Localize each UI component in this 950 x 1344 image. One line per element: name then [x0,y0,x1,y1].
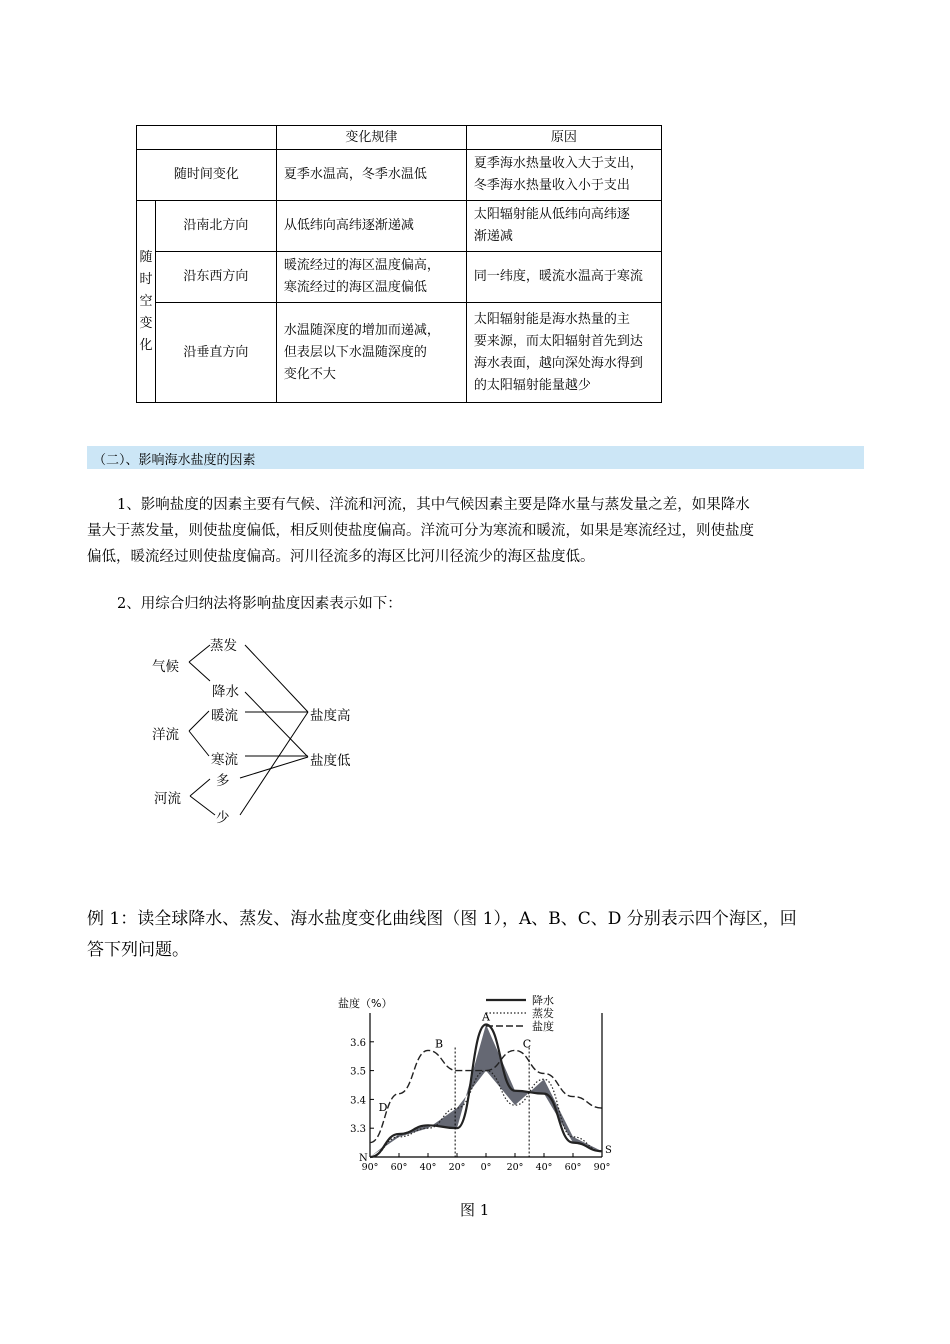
river-bracket [190,779,215,815]
example-line1: 例 1：读全球降水、蒸发、海水盐度变化曲线图（图 1），A、B、C、D 分别表示四个海区，回 [87,909,797,929]
row-vertical-rule-line3: 变化不大 [283,366,336,382]
row-label-vertical: 沿垂直方向 [156,303,277,403]
link-less-high [240,712,308,815]
group-char: 时 [139,271,153,287]
row-time-reason [466,150,661,201]
example-line2: 答下列问题。 [87,940,189,960]
row-vertical-reason-line4: 的太阳辐射能量越少 [473,377,591,393]
row-vertical-reason [466,303,661,403]
point-label-A: A [482,1010,490,1024]
row-label-time: 随时间变化 [137,150,277,201]
point-label-C: C [522,1037,532,1051]
paragraph-1-line1: 1、影响盐度的因素主要有气候、洋流和河流，其中气候因素主要是降水量与蒸发量之差，如果降水 [117,497,750,513]
diagram-river: 河流 [154,791,181,807]
row-vertical-reason-line1: 太阳辐射能是海水热量的主 [473,311,630,327]
row-time-rule: 夏季水温高，冬季水温低 [276,150,466,201]
table-header-blank [137,126,277,150]
row-vertical-rule-line2: 但表层以下水温随深度的 [283,344,427,360]
diagram-cold: 寒流 [211,752,238,768]
y-tick-label: 3.5 [350,1066,366,1078]
x-tick-label: 90° [361,1162,379,1173]
table-header-rule: 变化规律 [276,126,466,150]
paragraph-2: 2、用综合归纳法将影响盐度因素表示如下： [117,596,402,612]
group-char: 变 [139,315,153,331]
x-end-left: N [359,1153,368,1164]
x-tick-label: 40° [535,1162,553,1173]
diagram-warm: 暖流 [211,708,238,724]
y-tick-label: 3.4 [350,1095,366,1107]
x-tick-label: 60° [390,1162,408,1173]
legend-label: 降水 [532,995,554,1007]
group-char: 化 [139,337,153,353]
paragraph-1-line2: 量大于蒸发量，则使盐度偏低，相反则使盐度偏高。洋流可分为寒流和暖流，如果是寒流经过，则使盐度 [87,523,754,539]
row-ew-rule-line1: 暖流经过的海区温度偏高， [283,258,440,273]
point-label-B: B [434,1037,444,1051]
row-vertical-rule-line1: 水温随深度的增加而递减， [283,322,440,338]
x-tick-label: 0° [480,1162,492,1173]
series-line-evaporation [370,1071,602,1157]
row-vertical-reason-line3: 海水表面，越向深处海水得到 [473,355,643,371]
diagram-more: 多 [216,773,230,789]
legend-label: 盐度 [532,1020,554,1033]
x-tick-label: 40° [419,1162,437,1173]
salinity-chart [334,995,624,1180]
row-label-ew: 沿东西方向 [156,252,277,303]
row-ns-reason-line2: 渐递减 [473,229,513,244]
row-ns-reason [466,201,661,252]
sea-temperature-table [136,125,662,403]
diagram-less: 少 [216,810,230,826]
x-tick-label: 60° [564,1162,582,1173]
row-time-reason-line2: 冬季海水热量收入小于支出 [473,178,630,193]
y-tick-label: 3.6 [350,1037,366,1049]
y-tick-label: 3.3 [350,1124,366,1136]
row-ns-reason-line1: 太阳辐射能从低纬向高纬逐 [473,207,630,222]
y-axis-label: 盐度（%） [338,997,393,1010]
row-ew-rule-line2: 寒流经过的海区温度偏低 [283,280,427,295]
paragraph-1-line3: 偏低，暖流经过则使盐度偏高。河川径流多的海区比河川径流少的海区盐度低。 [87,549,595,565]
diagram-high: 盐度高 [310,708,351,724]
section-title: （二）、影响海水盐度的因素 [93,453,256,468]
table-header-reason: 原因 [466,126,661,150]
group-label-space-time [137,201,156,403]
current-bracket [189,711,209,756]
figure-caption: 图 1 [460,1201,490,1219]
x-tick-label: 20° [506,1162,524,1173]
row-ew-rule [276,252,466,303]
link-more-low [240,757,308,778]
x-tick-label: 90° [593,1162,611,1173]
group-char: 随 [139,249,153,265]
climate-bracket [189,645,210,681]
row-time-reason-line1: 夏季海水热量收入大于支出， [473,156,643,171]
group-char: 空 [139,293,153,309]
diagram-low: 盐度低 [310,753,351,769]
legend-label: 蒸发 [532,1007,554,1020]
row-ew-reason: 同一纬度，暖流水温高于寒流 [466,252,661,303]
x-end-right: S [605,1145,612,1156]
row-vertical-rule [276,303,466,403]
diagram-precip: 降水 [212,684,239,700]
diagram-climate: 气候 [152,659,179,675]
x-tick-label: 20° [448,1162,466,1173]
point-label-D: D [378,1100,388,1114]
row-vertical-reason-line2: 要来源，而太阳辐射首先到达 [473,333,643,349]
diagram-evap: 蒸发 [210,638,237,654]
diagram-current: 洋流 [152,727,179,743]
row-ns-rule: 从低纬向高纬逐渐递减 [276,201,466,252]
row-label-ns: 沿南北方向 [156,201,277,252]
